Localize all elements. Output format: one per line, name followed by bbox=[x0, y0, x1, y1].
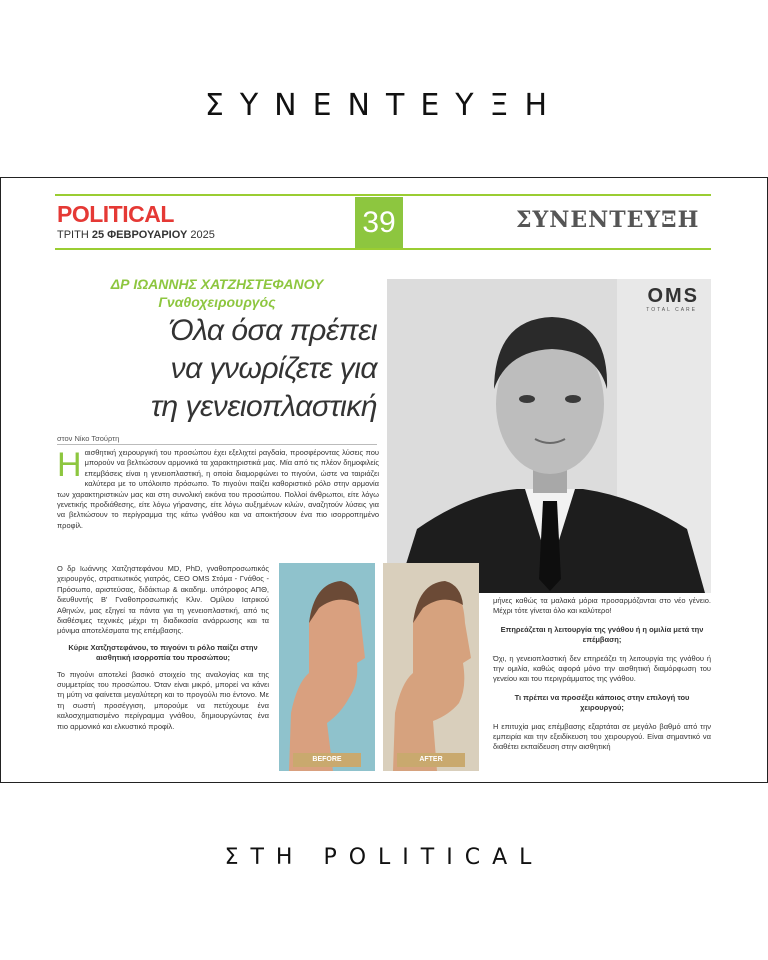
date-day-month: 25 ΦΕΒΡΟΥΑΡΙΟΥ bbox=[91, 229, 188, 241]
answer-1: Το πιγούνι αποτελεί βασικό στοιχείο της αναλογίας και της συμμετρίας του προσώπου. Όταν είναι μικρό, μπορεί να κάνει τη μύτη να φαίνεται μεγαλύτερη και το προγούλι πιο έντονο. Με τη σωστή προσέγγιση, μπορούμε να πετύχουμε ένα καλοσχηματισμένο περίγραμμα γνάθου, δημιουργώντας ένα πιο αρμονικό και ελκυστικό προφίλ. bbox=[57, 669, 269, 731]
before-label: BEFORE bbox=[293, 753, 361, 767]
article-column-left bbox=[57, 564, 269, 738]
header-rule-top bbox=[55, 194, 711, 196]
oms-logo-tagline: TOTAL CARE bbox=[646, 307, 697, 313]
after-label: AFTER bbox=[397, 753, 465, 767]
header-rule-bottom bbox=[55, 248, 711, 250]
question-2: Επηρεάζεται η λειτουργία της γνάθου ή η ομιλία μετά την επέμβαση; bbox=[500, 624, 704, 645]
cover-top-title: ΣΥΝΕΝΤΕΥΞΗ bbox=[204, 88, 564, 123]
paragraph-continued: μήνες καθώς τα μαλακά μόρια προσαρμόζονται στο νέο γένειο. Μέχρι τότε γίνεται όλο και καλύτερο! bbox=[493, 596, 711, 616]
magazine-page bbox=[0, 177, 768, 783]
interviewee-name: ΔΡ ΙΩΑΝΝΗΣ ΧΑΤΖΗΣΤΕΦΑΝΟΥ bbox=[110, 276, 324, 292]
question-3: Τι πρέπει να προσέξει κάποιος στην επιλογή του χειρουργού; bbox=[514, 692, 690, 713]
after-profile-illustration bbox=[383, 563, 479, 771]
byline: στον Νίκο Τσούρτη bbox=[57, 434, 120, 443]
headline-line-3: τη γενειοπλαστική bbox=[150, 390, 377, 423]
magazine-brand: POLITICAL bbox=[57, 201, 174, 227]
article-column-right bbox=[493, 596, 711, 761]
headline-line-1: Όλα όσα πρέπει bbox=[169, 314, 377, 347]
portrait-photo bbox=[387, 279, 711, 593]
drop-cap: Η bbox=[57, 446, 82, 484]
paragraph-bio: Ο δρ Ιωάννης Χατζηστεφάνου MD, PhD, γναθοπροσωπικός χειρουργός, στρατιωτικός γιατρός, CEO OMS Στόμα - Γνάθος - Πρόσωπο, αριστεύσας, διδάκτωρ & ακαδημ. υπότροφος ΑΠΘ, διευθυντής Β' Γναθοπροσωπικής Κλιν. Ομίλου Ιατρικού Αθηνών, μας εξηγεί τα πάντα για τη γενειοπλαστική, από τις διαθέσιμες τεχνικές μέχρι τη διαδικασία ανάρρωσης και τα μόνιμα αποτελέσματα της επέμβασης. bbox=[57, 564, 269, 636]
date-year: 2025 bbox=[190, 229, 215, 241]
interviewee-profession: Γναθοχειρουργός bbox=[158, 294, 276, 310]
before-profile-illustration bbox=[279, 563, 375, 771]
byline-divider bbox=[57, 444, 377, 445]
date-weekday: ΤΡΙΤΗ bbox=[57, 229, 89, 241]
question-1: Κύριε Χατζηστεφάνου, το πιγούνι τι ρόλο παίζει στην αισθητική ισορροπία του προσώπου; bbox=[68, 642, 258, 663]
cover-bottom-title: ΣΤΗ POLITICAL bbox=[224, 845, 544, 870]
oms-logo: OMS bbox=[647, 285, 699, 307]
issue-date bbox=[57, 229, 215, 241]
intro-text: αισθητική χειρουργική του προσώπου έχει εξελιχτεί ραγδαία, προσφέροντας λύσεις που μπορούν να βελτιώσουν αρμονικά τα χαρακτηριστικά μας. Μία από τις πλέον δημοφιλείς επεμβάσεις είναι η γενειοπλαστική, η οποία διαμορφώνει το πιγούνι, ώστε να ταιριάζει καλύτερα με το υπόλοιπο πρόσωπο. Το πιγούνι παίζει καθοριστικό ρόλο στην αρμονία των χαρακτηριστικών μας και στη συνολική εικόνα του προσώπου. Πολλοί άνθρωποι, είτε λόγω γενετικής προδιάθεσης, είτε λόγω γήρανσης, είτε λόγω αυξημένων κιλών, αναζητούν λύσεις για να βελτιώσουν το περίγραμμα της κάτω γνάθου και να αποκτήσουν ένα πιο ισορροπημένο προφίλ. bbox=[57, 448, 379, 530]
headline-line-2: να γνωρίζετε για bbox=[170, 352, 377, 385]
section-title: ΣΥΝΕΝΤΕΥΞΗ bbox=[516, 207, 700, 233]
article-intro bbox=[57, 448, 379, 531]
before-photo bbox=[279, 563, 375, 771]
page-number: 39 bbox=[355, 197, 403, 249]
article-headline bbox=[57, 312, 377, 426]
portrait-illustration bbox=[387, 279, 711, 593]
answer-3: Η επιτυχία μιας επέμβασης εξαρτάται σε μεγάλο βαθμό από την εμπειρία και την εξειδίκευση του χειρουργού. Είναι σημαντικό να διαθέτει εκπαίδευση στην αισθητική bbox=[493, 721, 711, 752]
after-photo bbox=[383, 563, 479, 771]
answer-2: Όχι, η γενειοπλαστική δεν επηρεάζει τη λειτουργία της γνάθου ή την ομιλία, καθώς αφορά μόνο την αισθητική διαμόρφωση του γενείου και του περιγράμματος της γνάθου. bbox=[493, 653, 711, 684]
